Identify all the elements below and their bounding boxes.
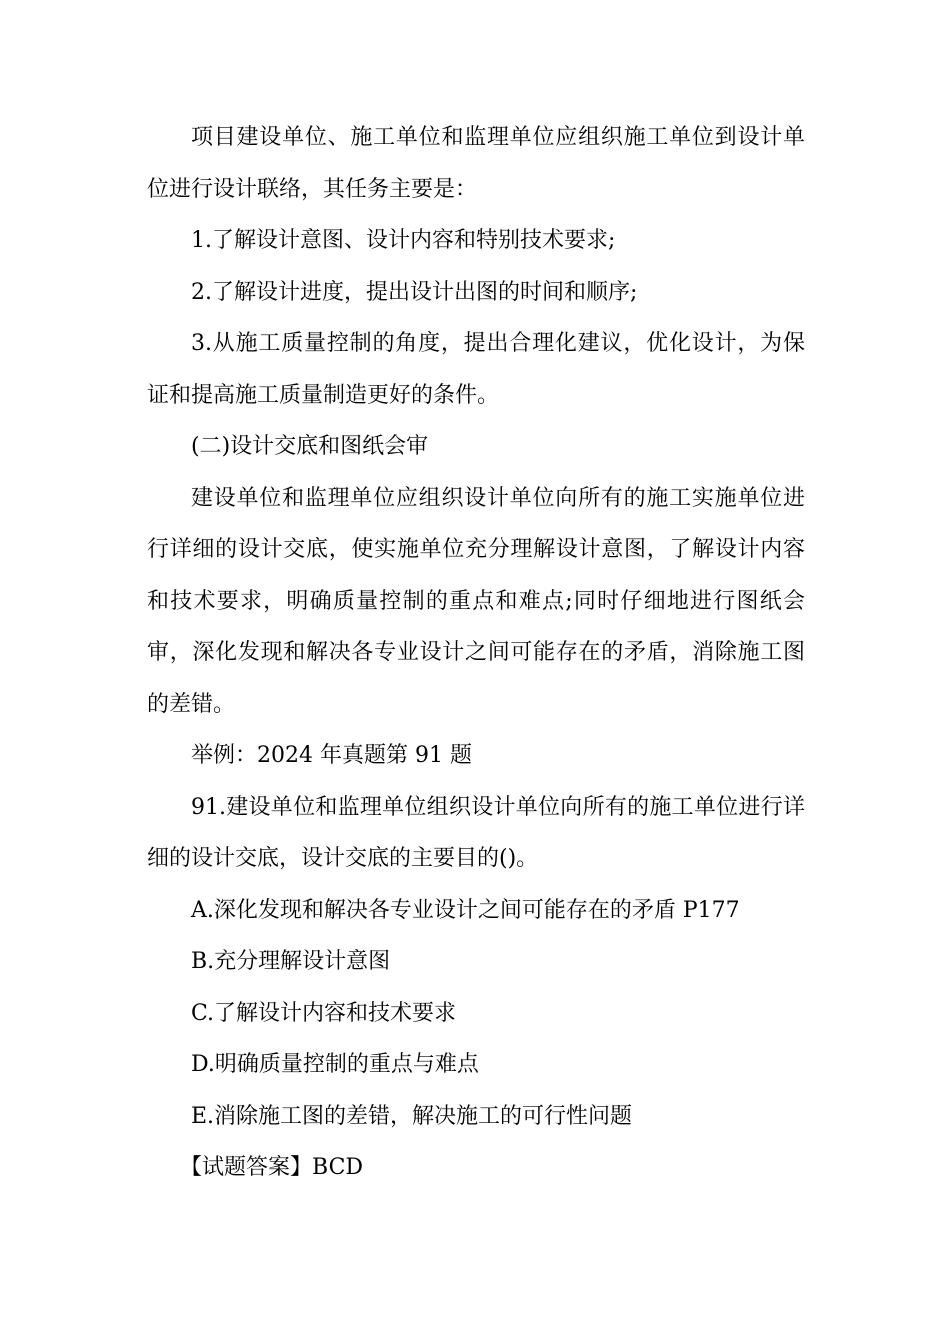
- answer-line: 【试题答案】BCD: [180, 1155, 364, 1180]
- section-heading: (二)设计交底和图纸会审: [191, 434, 429, 459]
- option-e: E.消除施工图的差错，解决施工的可行性问题: [191, 1103, 633, 1129]
- option-d: D.明确质量控制的重点与难点: [191, 1052, 479, 1077]
- list-item-task-1: 1.了解设计意图、设计内容和特别技术要求;: [191, 228, 616, 253]
- list-item-task-2: 2.了解设计进度，提出设计出图的时间和顺序;: [191, 279, 638, 305]
- option-a: A.深化发现和解决各专业设计之间可能存在的矛盾 P177: [191, 897, 740, 923]
- option-c: C.了解设计内容和技术要求: [191, 1000, 457, 1026]
- example-label: 举例：2024 年真题第 91 题: [191, 743, 472, 768]
- option-b: B.充分理解设计意图: [191, 949, 391, 974]
- paragraph-design-disclosure: 建设单位和监理单位应组织设计单位向所有的施工实施单位进行详细的设计交底，使实施单位充分理解设计意图，了解设计内容和技术要求，明确质量控制的重点和难点;同时仔细地进行图纸会审，深化发现和解决各专业设计之间可能存在的矛盾，消除施工图的差错。: [147, 485, 805, 717]
- list-item-task-3: 3.从施工质量控制的角度，提出合理化建议，优化设计，为保证和提高施工质量制造更好的条件。: [147, 331, 805, 408]
- question-stem: 91.建设单位和监理单位组织设计单位向所有的施工单位进行详细的设计交底，设计交底的主要目的()。: [147, 794, 805, 871]
- document-body: [147, 112, 805, 1194]
- paragraph-design-liaison-intro: 项目建设单位、施工单位和监理单位应组织施工单位到设计单位进行设计联络，其任务主要是：: [147, 125, 805, 202]
